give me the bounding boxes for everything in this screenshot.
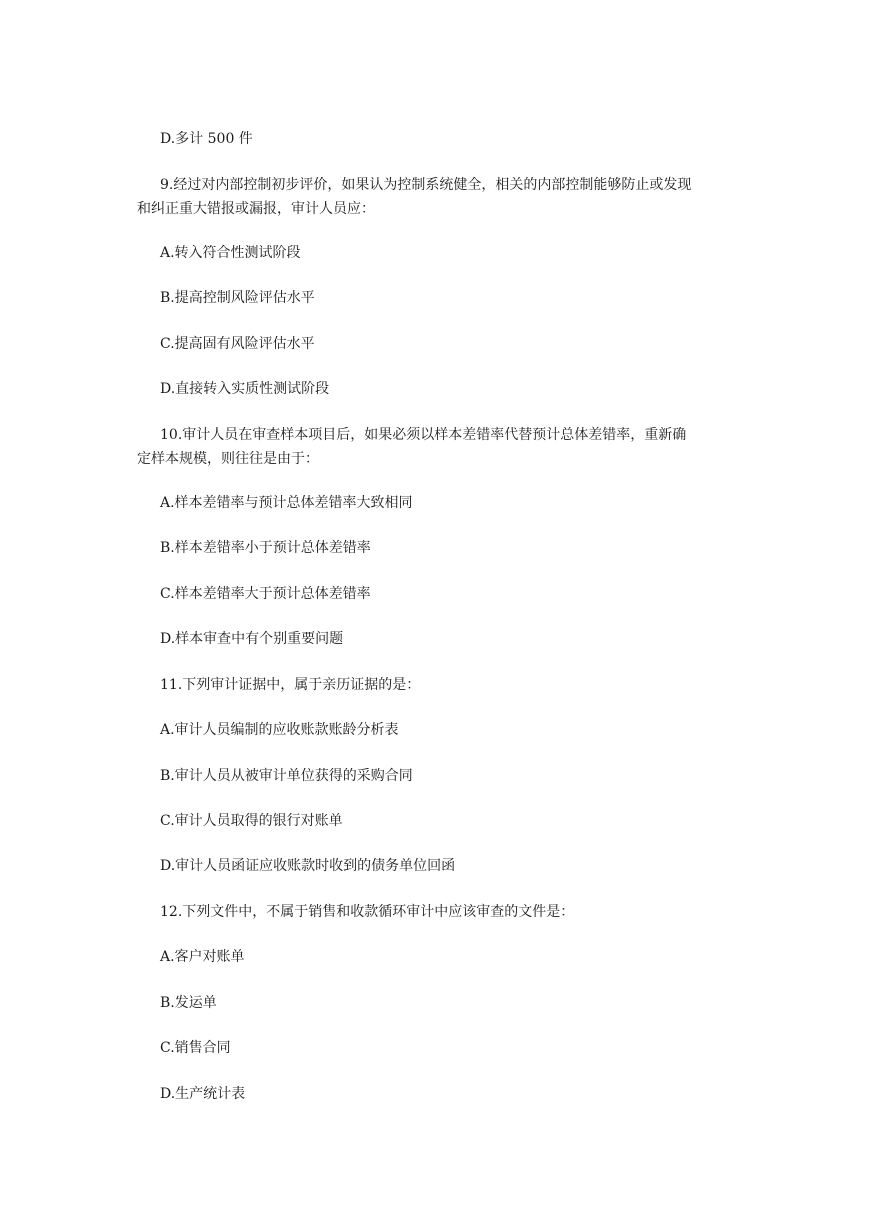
q11-option-c: C.审计人员取得的银行对账单 [160,813,343,829]
q11-option-b: B.审计人员从被审计单位获得的采购合同 [160,768,413,784]
q11-stem: 11.下列审计证据中，属于亲历证据的是： [160,677,421,693]
q12-stem: 12.下列文件中，不属于销售和收款循环审计中应该审查的文件是： [160,904,575,920]
q9-option-c: C.提高固有风险评估水平 [160,336,315,352]
q10-option-b: B.样本差错率小于预计总体差错率 [160,540,371,556]
q12-option-a: A.客户对账单 [160,949,245,965]
q10-stem-line2: 定样本规模，则往往是由于： [137,451,319,467]
q10-option-c: C.样本差错率大于预计总体差错率 [160,586,371,602]
q12-option-c: C.销售合同 [160,1040,231,1056]
q12-option-d: D.生产统计表 [160,1086,246,1102]
q12-option-b: B.发运单 [160,995,217,1011]
q10-stem [137,423,737,471]
q10-option-a: A.样本差错率与预计总体差错率大致相同 [160,495,413,511]
q10-stem-line1: 10.审计人员在审查样本项目后，如果必须以样本差错率代替预计总体差错率，重新确 [160,427,687,443]
q9-option-d: D.直接转入实质性测试阶段 [160,381,330,397]
q9-stem-line1: 9.经过对内部控制初步评价，如果认为控制系统健全，相关的内部控制能够防止或发现 [160,177,692,193]
q9-option-a: A.转入符合性测试阶段 [160,245,301,261]
q11-option-d: D.审计人员函证应收账款时收到的债务单位回函 [160,858,456,874]
q10-option-d: D.样本审查中有个别重要问题 [160,631,344,647]
q9-stem-line2: 和纠正重大错报或漏报，审计人员应： [137,201,375,217]
q8-option-d: D.多计 500 件 [160,131,253,147]
q9-stem [137,173,737,221]
q11-option-a: A.审计人员编制的应收账款账龄分析表 [160,722,399,738]
q9-option-b: B.提高控制风险评估水平 [160,290,315,306]
